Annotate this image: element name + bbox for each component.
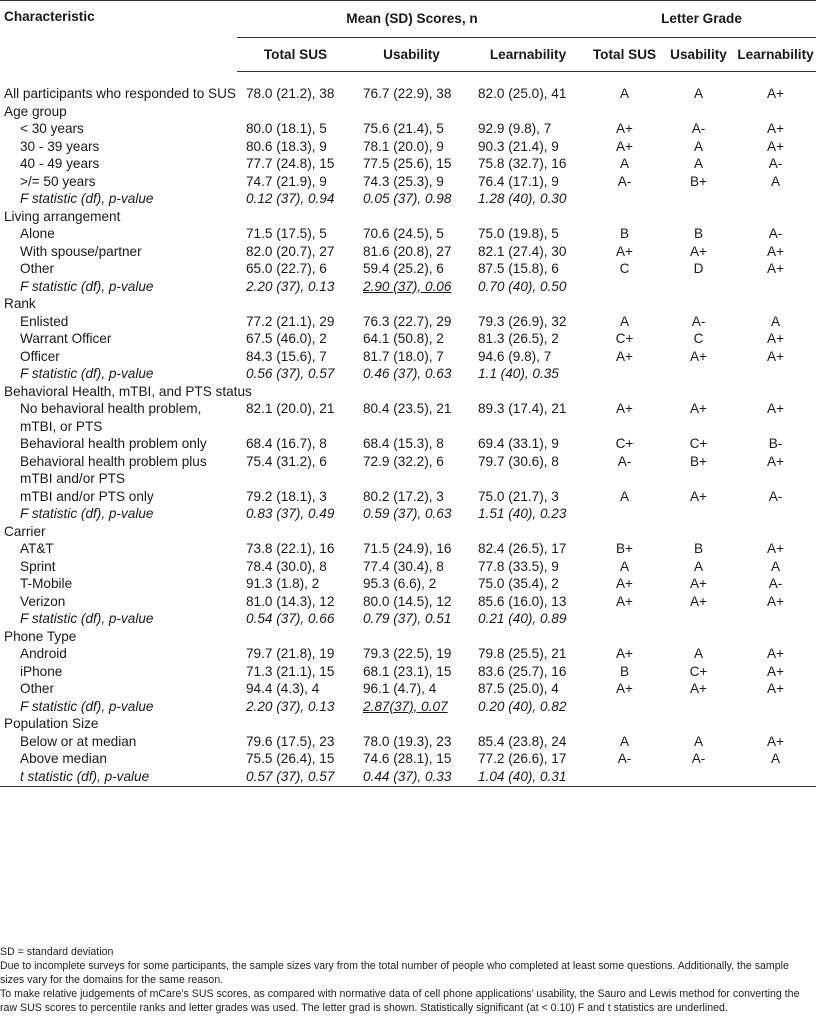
statistic-row: [0, 698, 816, 716]
usability-value: 74.3 (25.3), 9: [363, 173, 444, 189]
total-sus-value: 79.2 (18.1), 3: [246, 488, 327, 504]
section-label: Carrier: [4, 523, 46, 539]
total-sus-value: 79.6 (17.5), 23: [246, 733, 335, 749]
usability-value: 95.3 (6.6), 2: [363, 576, 437, 591]
table-notes: [0, 945, 812, 1015]
statistic-total: [237, 505, 354, 523]
usability-grade: C+: [689, 663, 708, 679]
row-label: mTBI and/or PTS only: [20, 488, 154, 504]
learnability-value: 79.3 (26.9), 32: [478, 313, 567, 329]
statistic-row: [0, 505, 816, 523]
table-row: [0, 733, 816, 751]
statistic-value: 1.1 (40), 0.35: [478, 366, 559, 381]
statistic-value: 0.46 (37), 0.63: [363, 366, 452, 381]
total-sus-value: 82.1 (20.0), 21: [246, 401, 335, 416]
learnability-value: 92.9 (9.8), 7: [478, 121, 552, 136]
total-sus-value: 77.2 (21.1), 29: [246, 313, 335, 329]
col-header-grade-usability: Usability: [662, 38, 735, 72]
row-label: Below or at median: [20, 733, 137, 749]
section-label: Phone Type: [4, 628, 77, 644]
empty-grade-cell: [662, 365, 735, 383]
statistic-learnability: [469, 190, 587, 208]
total-sus-value: 80.0 (18.1), 5: [246, 121, 327, 136]
section-label: Age group: [4, 103, 67, 119]
learnability-grade: A+: [767, 541, 785, 556]
statistic-value: 1.51 (40), 0.23: [478, 506, 567, 521]
row-label: 40 - 49 years: [20, 156, 100, 171]
usability-grade: A+: [689, 576, 707, 591]
total-sus-value: 80.6 (18.3), 9: [246, 138, 327, 154]
usability-grade: B: [693, 541, 704, 556]
total-sus-grade: A: [619, 733, 630, 749]
learnability-value: 90.3 (21.4), 9: [478, 138, 559, 154]
total-sus-grade: A+: [615, 593, 633, 609]
total-sus-value: 78.4 (30.0), 8: [246, 558, 327, 574]
empty-grade-cell: [662, 698, 735, 716]
col-header-usability: Usability: [354, 38, 469, 72]
empty-grade-cell: [735, 278, 816, 296]
statistic-row: [0, 610, 816, 628]
statistic-row: [0, 190, 816, 208]
usability-value: 68.4 (15.3), 8: [363, 436, 444, 451]
total-sus-value: 73.8 (22.1), 16: [246, 541, 335, 556]
learnability-grade: A+: [767, 121, 785, 136]
total-sus-value: 75.4 (31.2), 6: [246, 453, 327, 469]
statistic-usability: [354, 505, 469, 523]
empty-grade-cell: [662, 190, 735, 208]
learnability-grade: A+: [767, 138, 785, 154]
statistic-value: 0.57 (37), 0.57: [246, 768, 335, 784]
empty-grade-cell: [587, 505, 662, 523]
usability-grade: C: [693, 331, 704, 346]
statistic-label: F statistic (df), p-value: [20, 506, 154, 521]
learnability-grade: A+: [767, 243, 785, 259]
table-row: [0, 260, 816, 278]
usability-grade: A+: [689, 401, 707, 416]
table-row: [0, 155, 816, 173]
usability-grade: A: [693, 138, 704, 154]
statistic-total: [237, 190, 354, 208]
table-row: [0, 435, 816, 453]
learnability-grade: A+: [767, 646, 785, 661]
table-row: [0, 173, 816, 191]
total-sus-value: 84.3 (15.6), 7: [246, 348, 327, 364]
statistic-value: 0.59 (37), 0.63: [363, 506, 452, 521]
total-sus-grade: C: [619, 261, 630, 276]
learnability-grade: A: [770, 751, 781, 766]
learnability-grade: A: [770, 558, 781, 574]
total-sus-grade: A-: [617, 453, 632, 469]
empty-grade-cell: [735, 505, 816, 523]
statistic-learnability: [469, 610, 587, 628]
table-row: [0, 645, 816, 663]
usability-value: 77.4 (30.4), 8: [363, 558, 444, 574]
statistic-usability: [354, 365, 469, 383]
usability-grade: A+: [689, 348, 707, 364]
row-label: Behavioral health problem plus mTBI and/or PTS: [20, 453, 207, 486]
total-sus-grade: A+: [615, 348, 633, 364]
usability-value: 75.6 (21.4), 5: [363, 121, 444, 136]
row-label: With spouse/partner: [20, 243, 142, 259]
usability-value: 80.0 (14.5), 12: [363, 593, 452, 609]
table-row: [0, 400, 816, 435]
usability-value: 64.1 (50.8), 2: [363, 331, 444, 346]
statistic-usability: [354, 190, 469, 208]
row-label: < 30 years: [20, 121, 84, 136]
usability-value: 77.5 (25.6), 15: [363, 156, 452, 171]
usability-value: 81.6 (20.8), 27: [363, 243, 452, 259]
learnability-value: 94.6 (9.8), 7: [478, 348, 552, 364]
empty-grade-cell: [587, 190, 662, 208]
total-sus-grade: B+: [615, 541, 633, 556]
section-header-row: [0, 523, 816, 541]
statistic-total: [237, 610, 354, 628]
learnability-grade: A+: [767, 593, 785, 609]
statistic-value: 2.20 (37), 0.13: [246, 698, 335, 714]
statistic-value: 0.83 (37), 0.49: [246, 506, 335, 521]
statistic-label: F statistic (df), p-value: [20, 278, 154, 294]
table-row: [0, 138, 816, 156]
section-label: Behavioral Health, mTBI, and PTS status: [4, 383, 252, 399]
learnability-value: 77.8 (33.5), 9: [478, 558, 559, 574]
learnability-value: 79.7 (30.6), 8: [478, 453, 559, 469]
usability-value: 70.6 (24.5), 5: [363, 226, 444, 241]
learnability-grade: A+: [767, 86, 785, 101]
table-row: [0, 558, 816, 576]
total-sus-grade: A+: [615, 681, 633, 696]
row-label: Verizon: [20, 593, 66, 609]
empty-grade-cell: [735, 365, 816, 383]
row-label: Sprint: [20, 558, 56, 574]
section-label: Living arrangement: [4, 208, 121, 224]
total-sus-value: 68.4 (16.7), 8: [246, 436, 327, 451]
usability-grade: A: [693, 156, 704, 171]
learnability-grade: A: [770, 173, 781, 189]
total-sus-value: 74.7 (21.9), 9: [246, 173, 327, 189]
learnability-value: 81.3 (26.5), 2: [478, 331, 559, 346]
row-label: Alone: [20, 226, 55, 241]
statistic-total: [237, 365, 354, 383]
usability-grade: B+: [689, 173, 707, 189]
total-sus-grade: A+: [615, 646, 633, 661]
total-sus-grade: B: [619, 226, 630, 241]
statistic-value: 0.56 (37), 0.57: [246, 366, 335, 381]
empty-grade-cell: [587, 278, 662, 296]
row-label: 30 - 39 years: [20, 138, 100, 154]
statistic-row: [0, 278, 816, 296]
statistic-value: 0.44 (37), 0.33: [363, 768, 452, 784]
total-sus-value: 94.4 (4.3), 4: [246, 681, 320, 696]
usability-grade: B: [693, 226, 704, 241]
usability-grade: A+: [689, 593, 707, 609]
statistic-usability: [354, 278, 469, 296]
learnability-value: 69.4 (33.1), 9: [478, 436, 559, 451]
col-header-total-sus: Total SUS: [237, 38, 354, 72]
table-row: [0, 313, 816, 331]
statistic-usability: [354, 698, 469, 716]
total-sus-value: 82.0 (20.7), 27: [246, 243, 335, 259]
learnability-grade: A+: [767, 348, 785, 364]
usability-value: 68.1 (23.1), 15: [363, 663, 452, 679]
usability-grade: A: [693, 646, 704, 661]
statistic-value: 0.12 (37), 0.94: [246, 191, 335, 206]
total-sus-grade: A: [619, 313, 630, 329]
learnability-value: 75.0 (21.7), 3: [478, 488, 559, 504]
row-label: >/= 50 years: [20, 173, 96, 189]
usability-value: 78.1 (20.0), 9: [363, 138, 444, 154]
total-sus-grade: A+: [615, 401, 633, 416]
usability-grade: A: [693, 733, 704, 749]
learnability-grade: A-: [768, 576, 783, 591]
learnability-value: 83.6 (25.7), 16: [478, 663, 567, 679]
total-sus-value: 71.5 (17.5), 5: [246, 226, 327, 241]
empty-grade-cell: [587, 698, 662, 716]
learnability-grade: A+: [767, 261, 785, 276]
learnability-value: 85.6 (16.0), 13: [478, 593, 567, 609]
usability-value: 96.1 (4.7), 4: [363, 681, 437, 696]
statistic-value: 0.70 (40), 0.50: [478, 278, 567, 294]
total-sus-grade: C+: [615, 331, 634, 346]
total-sus-value: 79.7 (21.8), 19: [246, 646, 335, 661]
usability-grade: A-: [691, 121, 706, 136]
section-label: Rank: [4, 296, 36, 311]
learnability-grade: A-: [768, 488, 783, 504]
statistic-value: 0.79 (37), 0.51: [363, 611, 452, 626]
usability-grade: D: [693, 261, 704, 276]
usability-value: 81.7 (18.0), 7: [363, 348, 444, 364]
usability-grade: B+: [689, 453, 707, 469]
usability-value: 80.4 (23.5), 21: [363, 401, 452, 416]
learnability-value: 75.0 (19.8), 5: [478, 226, 559, 241]
learnability-grade: A+: [767, 331, 785, 346]
empty-grade-cell: [587, 768, 662, 787]
total-sus-grade: A: [619, 488, 630, 504]
row-label: Above median: [20, 751, 107, 766]
table-row: [0, 488, 816, 506]
row-label: All participants who responded to SUS: [4, 85, 236, 101]
row-label: No behavioral health problem, mTBI, or PTS: [20, 401, 202, 434]
statistic-usability: [354, 768, 469, 787]
table-header: [0, 1, 816, 72]
learnability-grade: A+: [767, 681, 785, 696]
statistic-total: [237, 278, 354, 296]
usability-value: 72.9 (32.2), 6: [363, 453, 444, 469]
learnability-value: 87.5 (15.8), 6: [478, 261, 559, 276]
total-sus-value: 75.5 (26.4), 15: [246, 751, 335, 766]
row-label: Other: [20, 681, 54, 696]
note-sd: SD = standard deviation: [0, 946, 114, 958]
statistic-value: 0.20 (40), 0.82: [478, 698, 567, 714]
learnability-grade: A: [770, 313, 781, 329]
row-label: Behavioral health problem only: [20, 436, 207, 451]
total-sus-grade: A: [619, 558, 630, 574]
table-row: [0, 243, 816, 261]
section-header-row: [0, 208, 816, 226]
row-label: AT&T: [20, 541, 54, 556]
statistic-value: 2.90 (37), 0.06: [363, 278, 452, 294]
table-body: [0, 72, 816, 787]
empty-grade-cell: [735, 768, 816, 787]
total-sus-value: 77.7 (24.8), 15: [246, 156, 335, 171]
total-sus-grade: B: [619, 663, 630, 679]
empty-grade-cell: [587, 365, 662, 383]
total-sus-grade: A+: [615, 121, 633, 136]
learnability-value: 75.8 (32.7), 16: [478, 156, 567, 171]
learnability-value: 82.4 (26.5), 17: [478, 541, 567, 556]
row-label: Enlisted: [20, 313, 69, 329]
table-row: [0, 348, 816, 366]
usability-value: 80.2 (17.2), 3: [363, 488, 444, 504]
total-sus-grade: C+: [615, 436, 634, 451]
usability-value: 79.3 (22.5), 19: [363, 646, 452, 661]
total-sus-grade: A+: [615, 138, 633, 154]
row-label: Other: [20, 261, 54, 276]
learnability-value: 77.2 (26.6), 17: [478, 751, 567, 766]
learnability-value: 79.8 (25.5), 21: [478, 646, 567, 661]
empty-grade-cell: [735, 610, 816, 628]
section-header-row: [0, 295, 816, 313]
total-sus-grade: A-: [617, 751, 632, 766]
section-header-row: [0, 103, 816, 121]
usability-grade: A+: [689, 243, 707, 259]
statistic-learnability: [469, 365, 587, 383]
empty-grade-cell: [662, 278, 735, 296]
empty-grade-cell: [662, 768, 735, 787]
usability-grade: A: [693, 558, 704, 574]
usability-grade: A-: [691, 313, 706, 329]
statistic-learnability: [469, 768, 587, 787]
usability-grade: A+: [689, 681, 707, 696]
usability-grade: A+: [689, 488, 707, 504]
learnability-value: 85.4 (23.8), 24: [478, 733, 567, 749]
learnability-grade: A+: [767, 663, 785, 679]
row-label: Warrant Officer: [20, 331, 112, 346]
learnability-value: 87.5 (25.0), 4: [478, 681, 559, 696]
statistic-total: [237, 768, 354, 787]
statistic-value: 1.04 (40), 0.31: [478, 768, 567, 784]
col-header-grade-total-sus: Total SUS: [587, 38, 662, 72]
learnability-value: 76.4 (17.1), 9: [478, 173, 559, 189]
statistic-learnability: [469, 505, 587, 523]
table-row: [0, 453, 816, 488]
total-sus-grade: A-: [617, 173, 632, 189]
mean-scores-header: Mean (SD) Scores, n: [237, 1, 587, 38]
learnability-grade: A+: [767, 401, 785, 416]
learnability-value: 89.3 (17.4), 21: [478, 401, 567, 416]
statistic-value: 0.54 (37), 0.66: [246, 611, 335, 626]
col-header-learnability: Learnability: [469, 38, 587, 72]
empty-grade-cell: [587, 610, 662, 628]
total-sus-value: 81.0 (14.3), 12: [246, 593, 335, 609]
learnability-grade: A+: [767, 733, 785, 749]
learnability-grade: B-: [768, 436, 783, 451]
statistic-label: F statistic (df), p-value: [20, 611, 154, 626]
usability-value: 71.5 (24.9), 16: [363, 541, 452, 556]
learnability-grade: A+: [767, 453, 785, 469]
statistic-usability: [354, 610, 469, 628]
learnability-value: 82.1 (27.4), 30: [478, 243, 567, 259]
total-sus-value: 78.0 (21.2), 38: [246, 86, 335, 101]
note-method: To make relative judgements of mCare’s SUS scores, as compared with normative data of cell phone applications’ usability, the Sauro and Lewis method for converting the raw SUS scores to percentile ranks and letter grades was used. The letter grad is shown. Statistically significant (at < 0.10) F and t statistics are underlined.: [0, 988, 800, 1014]
table-row: [0, 330, 816, 348]
characteristic-header: Characteristic: [0, 1, 237, 72]
section-header-row: [0, 628, 816, 646]
total-sus-grade: A+: [615, 243, 633, 259]
row-label: iPhone: [20, 663, 63, 679]
table-row: [0, 663, 816, 681]
table-row: [0, 540, 816, 558]
section-header-row: [0, 715, 816, 733]
letter-grade-header: Letter Grade: [587, 1, 816, 38]
empty-grade-cell: [662, 610, 735, 628]
empty-grade-cell: [735, 190, 816, 208]
statistic-value: 1.28 (40), 0.30: [478, 191, 567, 206]
statistic-value: 0.21 (40), 0.89: [478, 611, 567, 626]
learnability-value: 75.0 (35.4), 2: [478, 576, 559, 591]
table-row: [0, 120, 816, 138]
statistic-value: 2.87(37), 0.07: [363, 698, 448, 714]
table-row: [0, 575, 816, 593]
statistic-label: t statistic (df), p-value: [0, 768, 237, 787]
total-sus-grade: A: [619, 156, 630, 171]
learnability-grade: A-: [768, 156, 783, 171]
statistic-label: F statistic (df), p-value: [20, 698, 154, 714]
usability-value: 74.6 (28.1), 15: [363, 751, 452, 766]
row-label: Officer: [20, 348, 60, 364]
total-sus-value: 65.0 (22.7), 6: [246, 261, 327, 276]
learnability-grade: A-: [768, 226, 783, 241]
note-sample-sizes: Due to incomplete surveys for some participants, the sample sizes vary from the total number of people who completed at least some questions. Additionally, the sample sizes vary for the domains for the same reason.: [0, 960, 789, 986]
total-sus-value: 91.3 (1.8), 2: [246, 576, 320, 591]
usability-value: 59.4 (25.2), 6: [363, 261, 444, 276]
statistic-value: 0.05 (37), 0.98: [363, 191, 452, 206]
row-label: T-Mobile: [20, 576, 73, 591]
usability-grade: C+: [689, 436, 708, 451]
total-sus-grade: A+: [615, 576, 633, 591]
statistic-row: [0, 365, 816, 383]
empty-grade-cell: [662, 505, 735, 523]
statistic-learnability: [469, 278, 587, 296]
statistic-learnability: [469, 698, 587, 716]
statistic-label: F statistic (df), p-value: [20, 366, 154, 381]
table-row: [0, 593, 816, 611]
section-label: Population Size: [4, 716, 99, 731]
section-header-row: [0, 383, 816, 401]
table-row: [0, 72, 816, 103]
usability-value: 76.3 (22.7), 29: [363, 313, 452, 329]
statistic-label: F statistic (df), p-value: [20, 191, 154, 206]
statistic-value: 2.20 (37), 0.13: [246, 278, 335, 294]
statistic-total: [237, 698, 354, 716]
table-row: [0, 750, 816, 768]
statistic-row: [0, 768, 816, 787]
row-label: Android: [20, 646, 67, 661]
learnability-value: 82.0 (25.0), 41: [478, 86, 567, 101]
empty-grade-cell: [735, 698, 816, 716]
usability-grade: A: [693, 86, 704, 101]
table-row: [0, 680, 816, 698]
col-header-grade-learnability: Learnability: [735, 38, 816, 72]
table-row: [0, 225, 816, 243]
total-sus-grade: A: [619, 86, 630, 101]
total-sus-value: 71.3 (21.1), 15: [246, 663, 335, 679]
usability-value: 78.0 (19.3), 23: [363, 733, 452, 749]
usability-value: 76.7 (22.9), 38: [363, 86, 452, 101]
total-sus-value: 67.5 (46.0), 2: [246, 331, 327, 346]
usability-grade: A-: [691, 751, 706, 766]
